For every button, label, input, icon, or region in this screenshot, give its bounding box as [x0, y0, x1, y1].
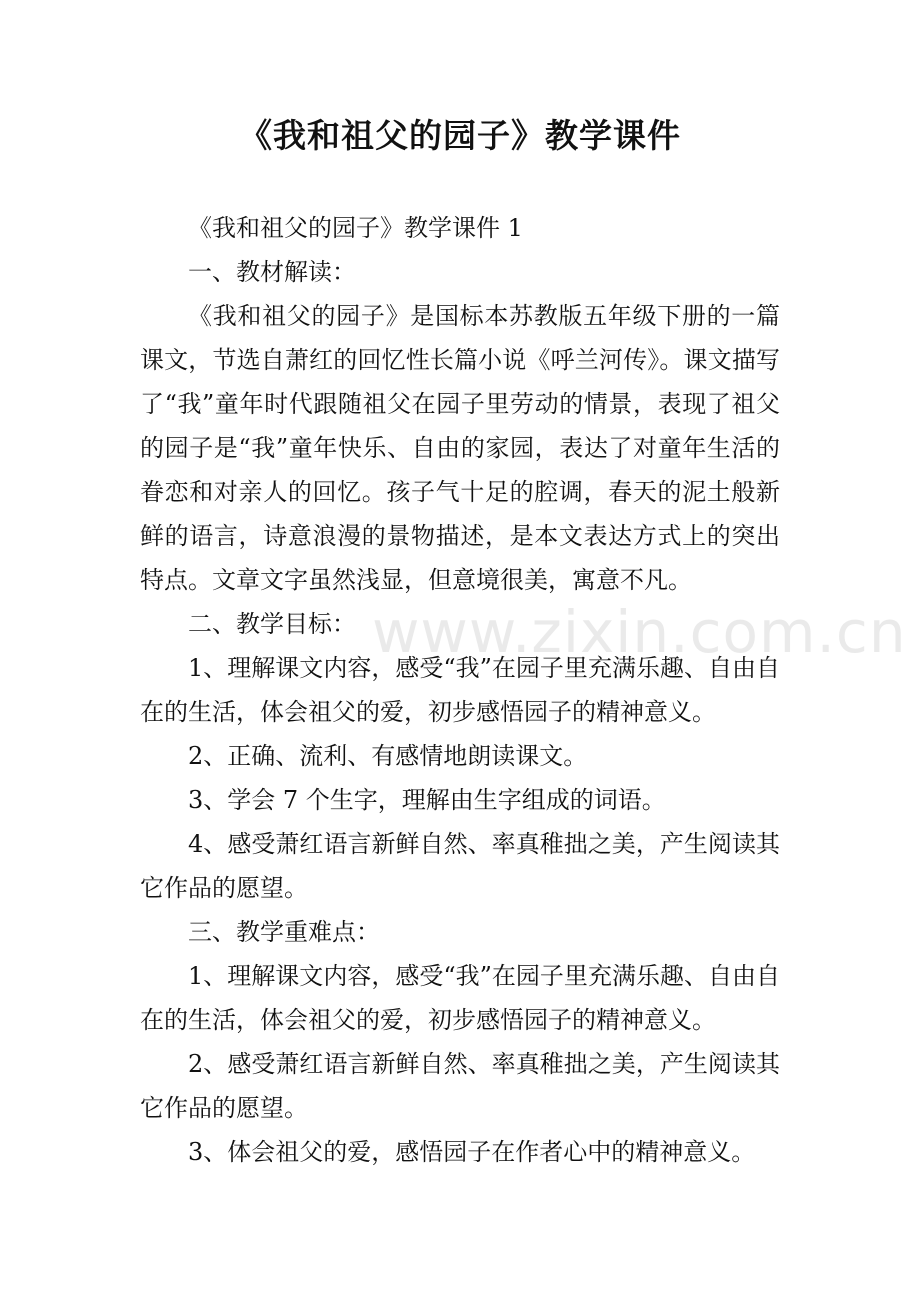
- document-body: [140, 206, 780, 1174]
- goal-item-1: 1、理解课文内容，感受“我”在园子里充满乐趣、自由自在的生活，体会祖父的爱，初步感悟园子的精神意义。: [140, 654, 780, 726]
- key-point-item-2: 2、感受萧红语言新鲜自然、率真稚拙之美，产生阅读其它作品的愿望。: [140, 1050, 780, 1122]
- section-heading-material: 一、教材解读：: [188, 258, 356, 286]
- key-point-item-1: 1、理解课文内容，感受“我”在园子里充满乐趣、自由自在的生活，体会祖父的爱，初步感悟园子的精神意义。: [140, 962, 780, 1034]
- paragraph-material: 《我和祖父的园子》是国标本苏教版五年级下册的一篇课文，节选自萧红的回忆性长篇小说《呼兰河传》。课文描写了“我”童年时代跟随祖父在园子里劳动的情景，表现了祖父的园子是“我”童年快乐、自由的家园，表达了对童年生活的眷恋和对亲人的回忆。孩子气十足的腔调，春天的泥土般新鲜的语言，诗意浪漫的景物描述，是本文表达方式上的突出特点。文章文字虽然浅显，但意境很美，寓意不凡。: [140, 302, 780, 594]
- watermark-logo: www.zixin.com.cn: [372, 598, 907, 666]
- section-heading-goals: 二、教学目标：: [188, 610, 356, 638]
- key-point-item-3: 3、体会祖父的爱，感悟园子在作者心中的精神意义。: [188, 1138, 756, 1166]
- paragraph-subtitle: 《我和祖父的园子》教学课件 1: [188, 214, 523, 242]
- goal-item-4: 4、感受萧红语言新鲜自然、率真稚拙之美，产生阅读其它作品的愿望。: [140, 830, 780, 902]
- goal-item-3: 3、学会 7 个生字，理解由生字组成的词语。: [188, 786, 666, 814]
- document-title: 《我和祖父的园子》教学课件: [239, 116, 681, 155]
- goal-item-2: 2、正确、流利、有感情地朗读课文。: [188, 742, 588, 770]
- section-heading-key-points: 三、教学重难点：: [188, 918, 380, 946]
